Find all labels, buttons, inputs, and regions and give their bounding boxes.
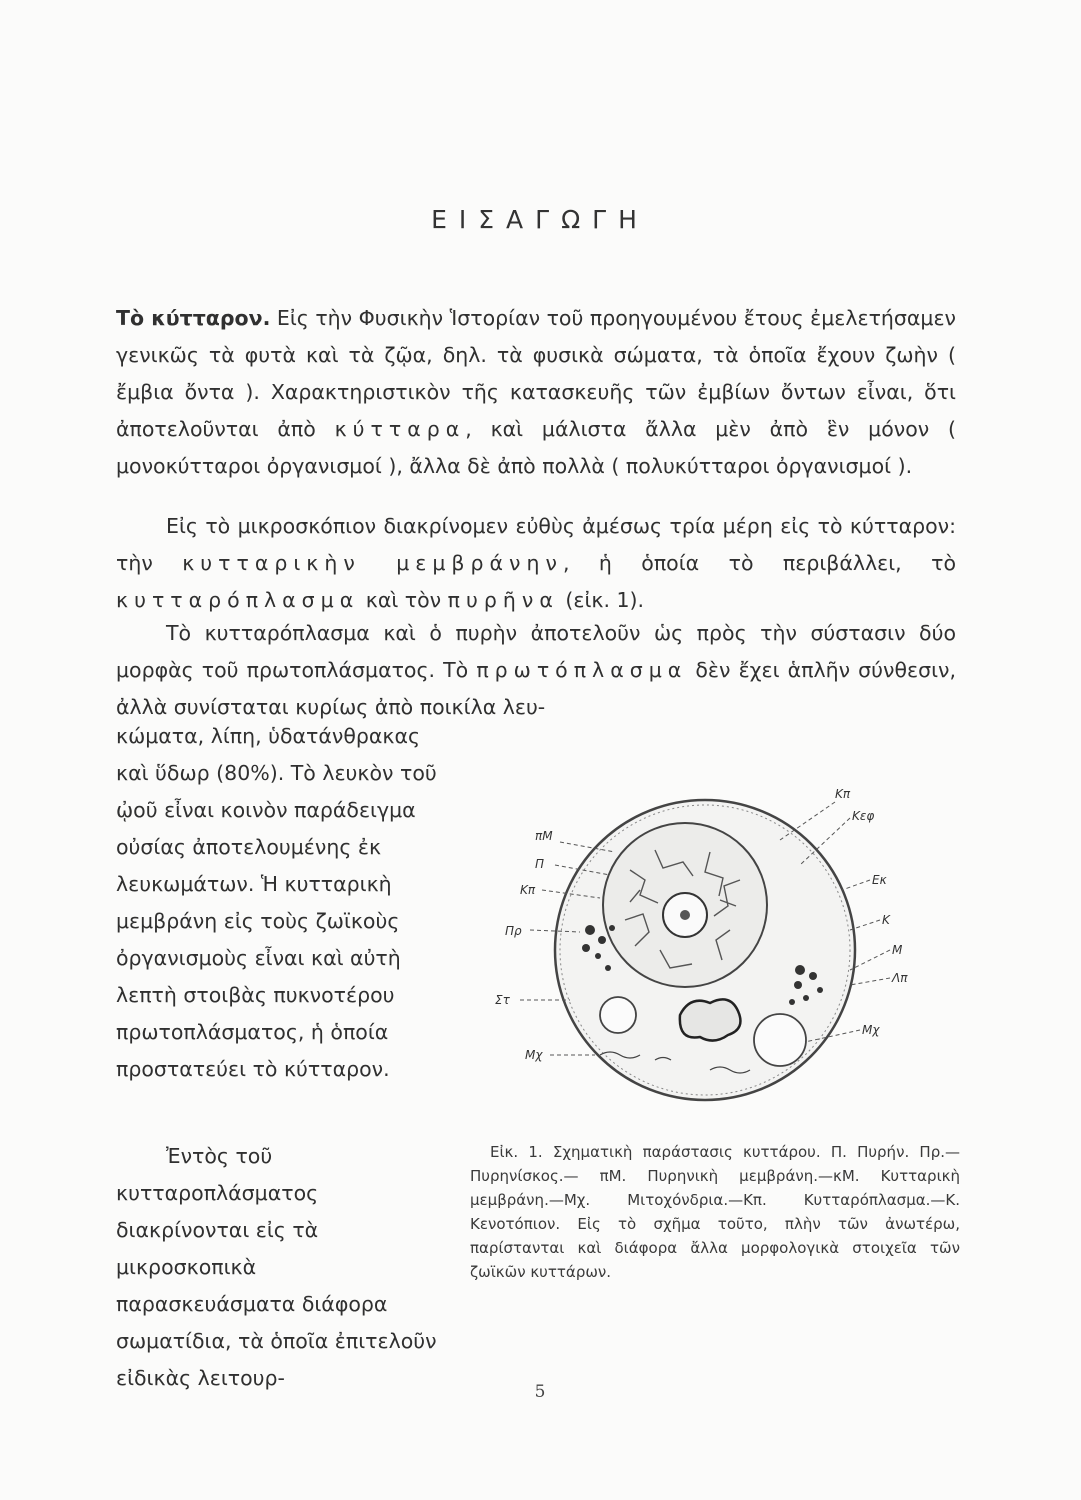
paragraph-protoplasm [116, 615, 956, 726]
label-ek: Εκ [872, 873, 887, 887]
paragraph-text: , καὶ μάλιστα ἄλλα μὲν ἀπὸ ἓν μόνον ( μονοκύτταροι ὀργανισμοί ), ἄλλα δὲ ἀπὸ πολλὰ ( πολυκύτταροι ὀργανισμοί ). [116, 417, 956, 478]
label-p: Π [535, 857, 545, 871]
label-mx: Μχ [862, 1023, 880, 1037]
cell-diagram [480, 780, 960, 1120]
paragraph-text: δὲν ἔχει ἁπλῆν σύνθεσιν, ἀλλὰ συνίσταται κυρίως ἀπὸ ποικίλα λευ- [116, 658, 956, 719]
paragraph-text: (εἰκ. 1). [558, 588, 645, 612]
section-heading: Τὸ κύτταρον. [116, 306, 271, 330]
term-cells: κύτταρα [334, 417, 466, 441]
paragraph-text: καὶ τὸν [359, 588, 448, 612]
label-st: Στ [495, 993, 510, 1007]
term-cell-membrane: κυτταρικὴν μεμβράνην [182, 551, 563, 575]
label-m: Μ [892, 943, 903, 957]
paragraph-column-1: κώματα, λίπη, ὑδατάνθρακας καὶ ὕδωρ (80%). Τὸ λευκὸν τοῦ ᾠοῦ εἶναι κοινὸν παράδειγμα οὐσίας ἀποτελουμένης ἐκ λευκωμάτων. Ἡ κυτταρικὴ μεμβράνη εἰς τοὺς ζωϊκοὺς ὀργανισμοὺς εἶναι καὶ αὐτὴ λεπτὴ στοιβὰς πυκνοτέρου πρωτοπλάσματος, ἡ ὁποία προστατεύει τὸ κύτταρον. [116, 724, 437, 1081]
page-number: 5 [534, 1382, 546, 1402]
page-title: ΕΙΣΑΓΩΓΗ [431, 205, 649, 234]
label-kp-left: Κπ [520, 883, 536, 897]
paragraph-text: , ἡ ὁποία τὸ περιβάλλει, τὸ [562, 551, 956, 575]
label-pr: Πρ [505, 924, 522, 938]
label-kp: Κπ [835, 787, 851, 801]
golgi-shape [680, 999, 741, 1040]
vacuole-shape [754, 1014, 806, 1066]
paragraph-intro [116, 300, 956, 485]
label-lp: Λπ [892, 971, 908, 985]
term-nucleus: πυρῆνα [447, 588, 559, 612]
caption-text: Εἰκ. 1. Σχηματικὴ παράστασις κυττάρου. Π. Πυρήν. Πρ.— Πυρηνίσκος.— πΜ. Πυρηνικὴ μεμβράνη.—κΜ. Κυτταρικὴ μεμβράνη.—Μχ. Μιτοχόνδρια.—Κπ. Κυτταρόπλασμα.—Κ. Κενοτόπιον. Εἰς τὸ σχῆμα τοῦτο, πλὴν τῶν ἀνωτέρω, παρίστανται καὶ διάφορα ἄλλα μορφολογικὰ στοιχεῖα τῶν ζωϊκῶν κυττάρων. [470, 1143, 960, 1281]
paragraph-column-2 [116, 1138, 441, 1397]
paragraph-cell-parts [116, 508, 956, 619]
label-pm: πΜ [535, 829, 553, 843]
paragraph-text: Τὸ κυτταρόπλασμα καὶ ὁ πυρὴν ἀποτελοῦν ὡς πρὸς τὴν σύστασιν δύο μορφὰς τοῦ πρωτοπλάσματος. Τὸ [116, 621, 956, 682]
paragraph-text: Εἰς τὸ μικροσκόπιον διακρίνομεν εὐθὺς ἀμέσως τρία μέρη εἰς τὸ κύτταρον: τὴν [116, 514, 956, 575]
term-protoplasm: πρωτόπλασμα [476, 658, 688, 682]
paragraph-text: Ἐντὸς τοῦ κυτταροπλάσματος διακρίνονται εἰς τὰ μικροσκοπικὰ παρασκευάσματα διάφορα σωματίδια, τὰ ὁποῖα ἐπιτελοῦν εἰδικὰς λειτουρ- [116, 1144, 437, 1390]
term-cytoplasm: κυτταρόπλασμα [116, 588, 360, 612]
label-k: Κ [882, 913, 890, 927]
figure-caption [470, 1140, 960, 1284]
paragraph-text: Εἰς τὴν Φυσικὴν Ἱστορίαν τοῦ προηγουμένου ἔτους ἐμελετήσαμεν γενικῶς τὰ φυτὰ καὶ τὰ ζῷα, δηλ. τὰ φυσικὰ σώματα, τὰ ὁποῖα ἔχουν ζωὴν ( ἔμβια ὄντα ). Χαρακτηριστικὸν τῆς κατασκευῆς τῶν ἐμβίων ὄντων εἶναι, ὅτι ἀποτελοῦνται ἀπὸ [116, 306, 956, 441]
label-kef: Κεφ [852, 809, 875, 823]
label-mx-left: Μχ [525, 1048, 543, 1062]
vacuole-shape [600, 997, 636, 1033]
